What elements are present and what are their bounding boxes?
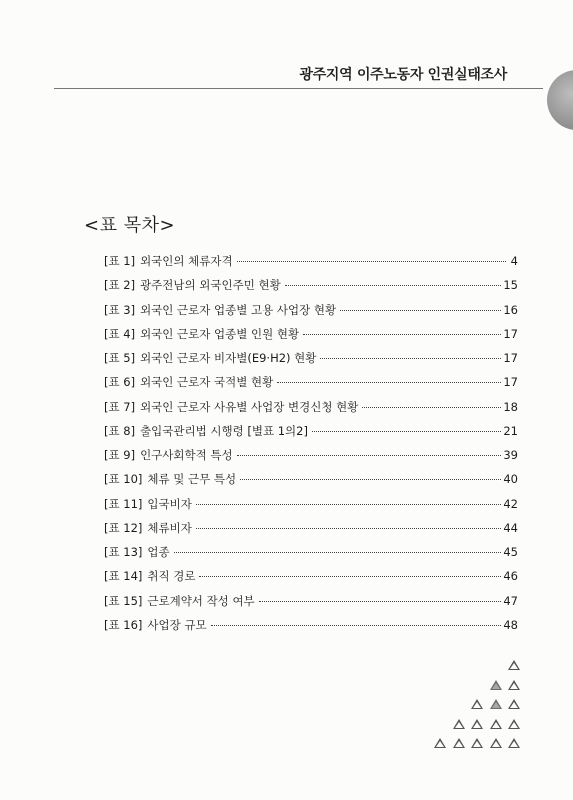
toc-entry-title: 외국인 근로자 업종별 고용 사업장 현황 [140, 302, 337, 317]
toc-entry [104, 277, 518, 301]
toc-entry-number: [표 16] [104, 617, 143, 632]
triangle-icon [508, 660, 520, 670]
toc-entry-title: 인구사회학적 특성 [140, 448, 233, 463]
toc-entry [104, 544, 518, 568]
toc-leader-dots [312, 431, 501, 432]
toc-entry [104, 593, 518, 617]
toc-entry-title: 취직 경로 [147, 569, 196, 584]
toc-leader-dots [303, 334, 501, 335]
toc-entry-page: 42 [503, 496, 518, 511]
toc-entry-page: 47 [503, 593, 518, 608]
toc-entry-number: [표 11] [104, 496, 143, 511]
toc-leader-dots [237, 261, 506, 262]
toc-entry-page: 21 [503, 423, 518, 438]
triangle-icon [508, 680, 520, 690]
toc-leader-dots [237, 455, 502, 456]
toc-leader-dots [320, 358, 501, 359]
toc-entry-number: [표 4] [104, 326, 136, 341]
toc-entry-title: 광주전남의 외국인주민 현황 [140, 278, 281, 293]
toc-entry-title: 외국인 근로자 국적별 현황 [140, 375, 274, 390]
toc-entry [104, 496, 518, 520]
triangle-icon [434, 738, 446, 748]
toc-heading: <표 목차> [84, 215, 176, 236]
toc-leader-dots [199, 576, 501, 577]
triangle-icon [490, 699, 502, 709]
toc-entry-number: [표 6] [104, 375, 136, 390]
triangle-icon [453, 738, 465, 748]
toc-leader-dots [340, 310, 501, 311]
toc-entry [104, 399, 518, 423]
toc-leader-dots [196, 528, 502, 529]
toc-entry-number: [표 9] [104, 448, 136, 463]
table-of-contents [104, 253, 518, 641]
triangle-pattern-icon [428, 660, 520, 755]
toc-entry-number: [표 3] [104, 302, 136, 317]
toc-leader-dots [362, 407, 501, 408]
toc-entry [104, 350, 518, 374]
toc-entry-page: 39 [503, 448, 518, 463]
toc-entry [104, 326, 518, 350]
toc-entry-title: 외국인 근로자 사유별 사업장 변경신청 현황 [140, 399, 359, 414]
toc-entry-page: 48 [503, 617, 518, 632]
toc-entry-number: [표 13] [104, 545, 143, 560]
toc-entry-title: 출입국관리법 시행령 [별표 1의2] [140, 423, 308, 438]
header-rule [54, 88, 543, 89]
toc-entry-title: 사업장 규모 [147, 617, 207, 632]
toc-leader-dots [259, 601, 502, 602]
triangle-icon [453, 719, 465, 729]
toc-entry-title: 업종 [147, 545, 170, 560]
triangle-icon [490, 738, 502, 748]
toc-entry [104, 471, 518, 495]
triangle-icon [490, 680, 502, 690]
toc-entry-page: 45 [503, 545, 518, 560]
toc-entry [104, 520, 518, 544]
toc-entry-number: [표 5] [104, 351, 136, 366]
toc-entry-title: 체류비자 [147, 520, 192, 535]
triangle-icon [471, 738, 483, 748]
toc-entry [104, 374, 518, 398]
toc-entry-page: 17 [503, 326, 518, 341]
toc-leader-dots [211, 625, 502, 626]
triangle-icon [490, 719, 502, 729]
toc-entry-page: 4 [510, 254, 518, 268]
running-header-title: 광주지역 이주노동자 인권실태조사 [299, 67, 507, 83]
toc-leader-dots [174, 552, 502, 553]
triangle-icon [471, 719, 483, 729]
toc-entry-number: [표 2] [104, 278, 136, 293]
toc-entry-title: 외국인 근로자 업종별 인원 현황 [140, 326, 300, 341]
corner-tab-shape [547, 70, 573, 130]
toc-entry [104, 302, 518, 326]
toc-entry-page: 18 [503, 399, 518, 414]
toc-entry [104, 253, 518, 277]
toc-entry-title: 체류 및 근무 특성 [147, 472, 237, 487]
toc-entry-number: [표 7] [104, 399, 136, 414]
toc-entry [104, 423, 518, 447]
toc-leader-dots [240, 479, 501, 480]
toc-entry-number: [표 15] [104, 593, 143, 608]
toc-entry-number: [표 12] [104, 520, 143, 535]
triangle-icon [508, 719, 520, 729]
triangle-icon [508, 699, 520, 709]
toc-leader-dots [285, 285, 502, 286]
toc-leader-dots [196, 504, 502, 505]
toc-entry-page: 46 [503, 569, 518, 584]
toc-entry [104, 447, 518, 471]
toc-entry-title: 외국인의 체류자격 [140, 254, 233, 268]
toc-leader-dots [277, 382, 501, 383]
toc-entry-page: 16 [503, 302, 518, 317]
toc-entry-title: 근로계약서 작성 여부 [147, 593, 255, 608]
toc-entry-page: 40 [503, 472, 518, 487]
toc-entry-number: [표 1] [104, 254, 136, 268]
toc-entry-page: 15 [503, 278, 518, 293]
toc-entry [104, 568, 518, 592]
toc-entry-page: 44 [503, 520, 518, 535]
toc-entry-title: 입국비자 [147, 496, 192, 511]
triangle-icon [508, 738, 520, 748]
triangle-icon [471, 699, 483, 709]
toc-entry-number: [표 14] [104, 569, 143, 584]
toc-entry-number: [표 10] [104, 472, 143, 487]
toc-entry-title: 외국인 근로자 비자별(E9·H2) 현황 [140, 351, 317, 366]
toc-entry-page: 17 [503, 375, 518, 390]
toc-entry-page: 17 [503, 351, 518, 366]
toc-entry-number: [표 8] [104, 423, 136, 438]
toc-entry [104, 617, 518, 641]
